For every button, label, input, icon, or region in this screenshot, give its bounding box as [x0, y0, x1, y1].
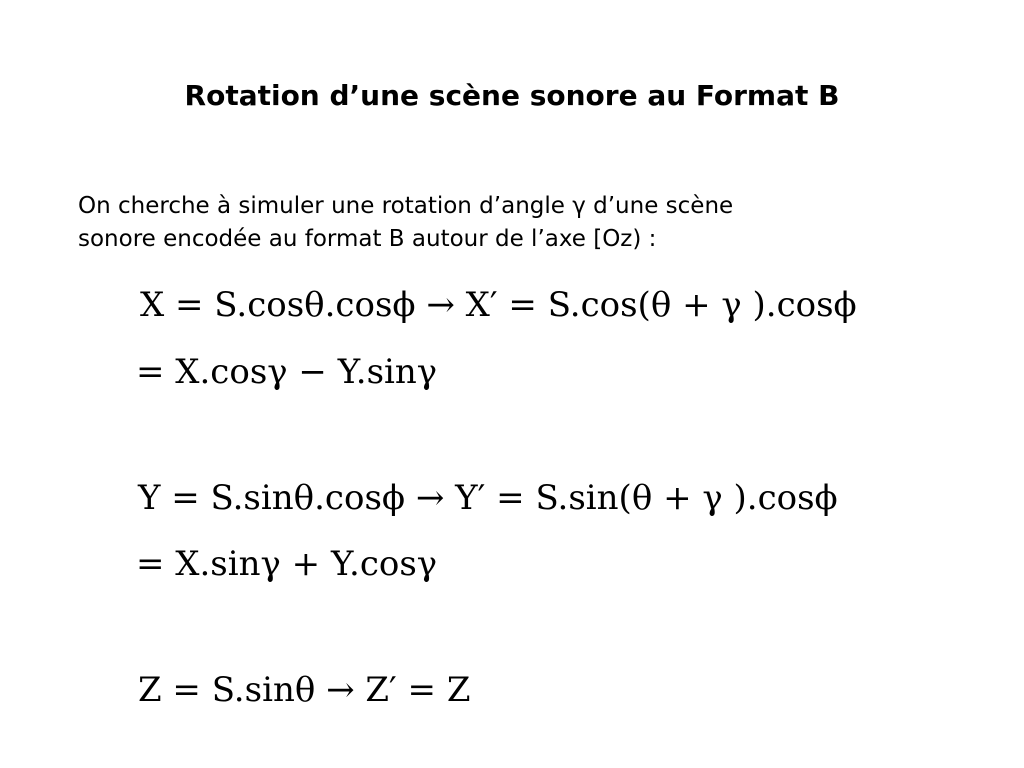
equation-x-definition: X = S.cosθ.cosϕ → X′ = S.cos(θ + γ ).cosϕ	[140, 285, 857, 325]
equation-z-definition: Z = S.sinθ → Z′ = Z	[138, 670, 471, 710]
intro-line-2: sonore encodée au format B autour de l’axe [Oz) :	[78, 226, 657, 252]
equation-y-result: = X.sinγ + Y.cosγ	[136, 544, 438, 584]
slide-title: Rotation d’une scène sonore au Format B	[184, 79, 840, 112]
equation-y-definition: Y = S.sinθ.cosϕ → Y′ = S.sin(θ + γ ).cosϕ	[138, 478, 838, 518]
intro-line-1: On cherche à simuler une rotation d’angle γ d’une scène	[78, 193, 734, 219]
intro-text	[78, 190, 958, 256]
equation-x-result: = X.cosγ − Y.sinγ	[136, 352, 438, 392]
